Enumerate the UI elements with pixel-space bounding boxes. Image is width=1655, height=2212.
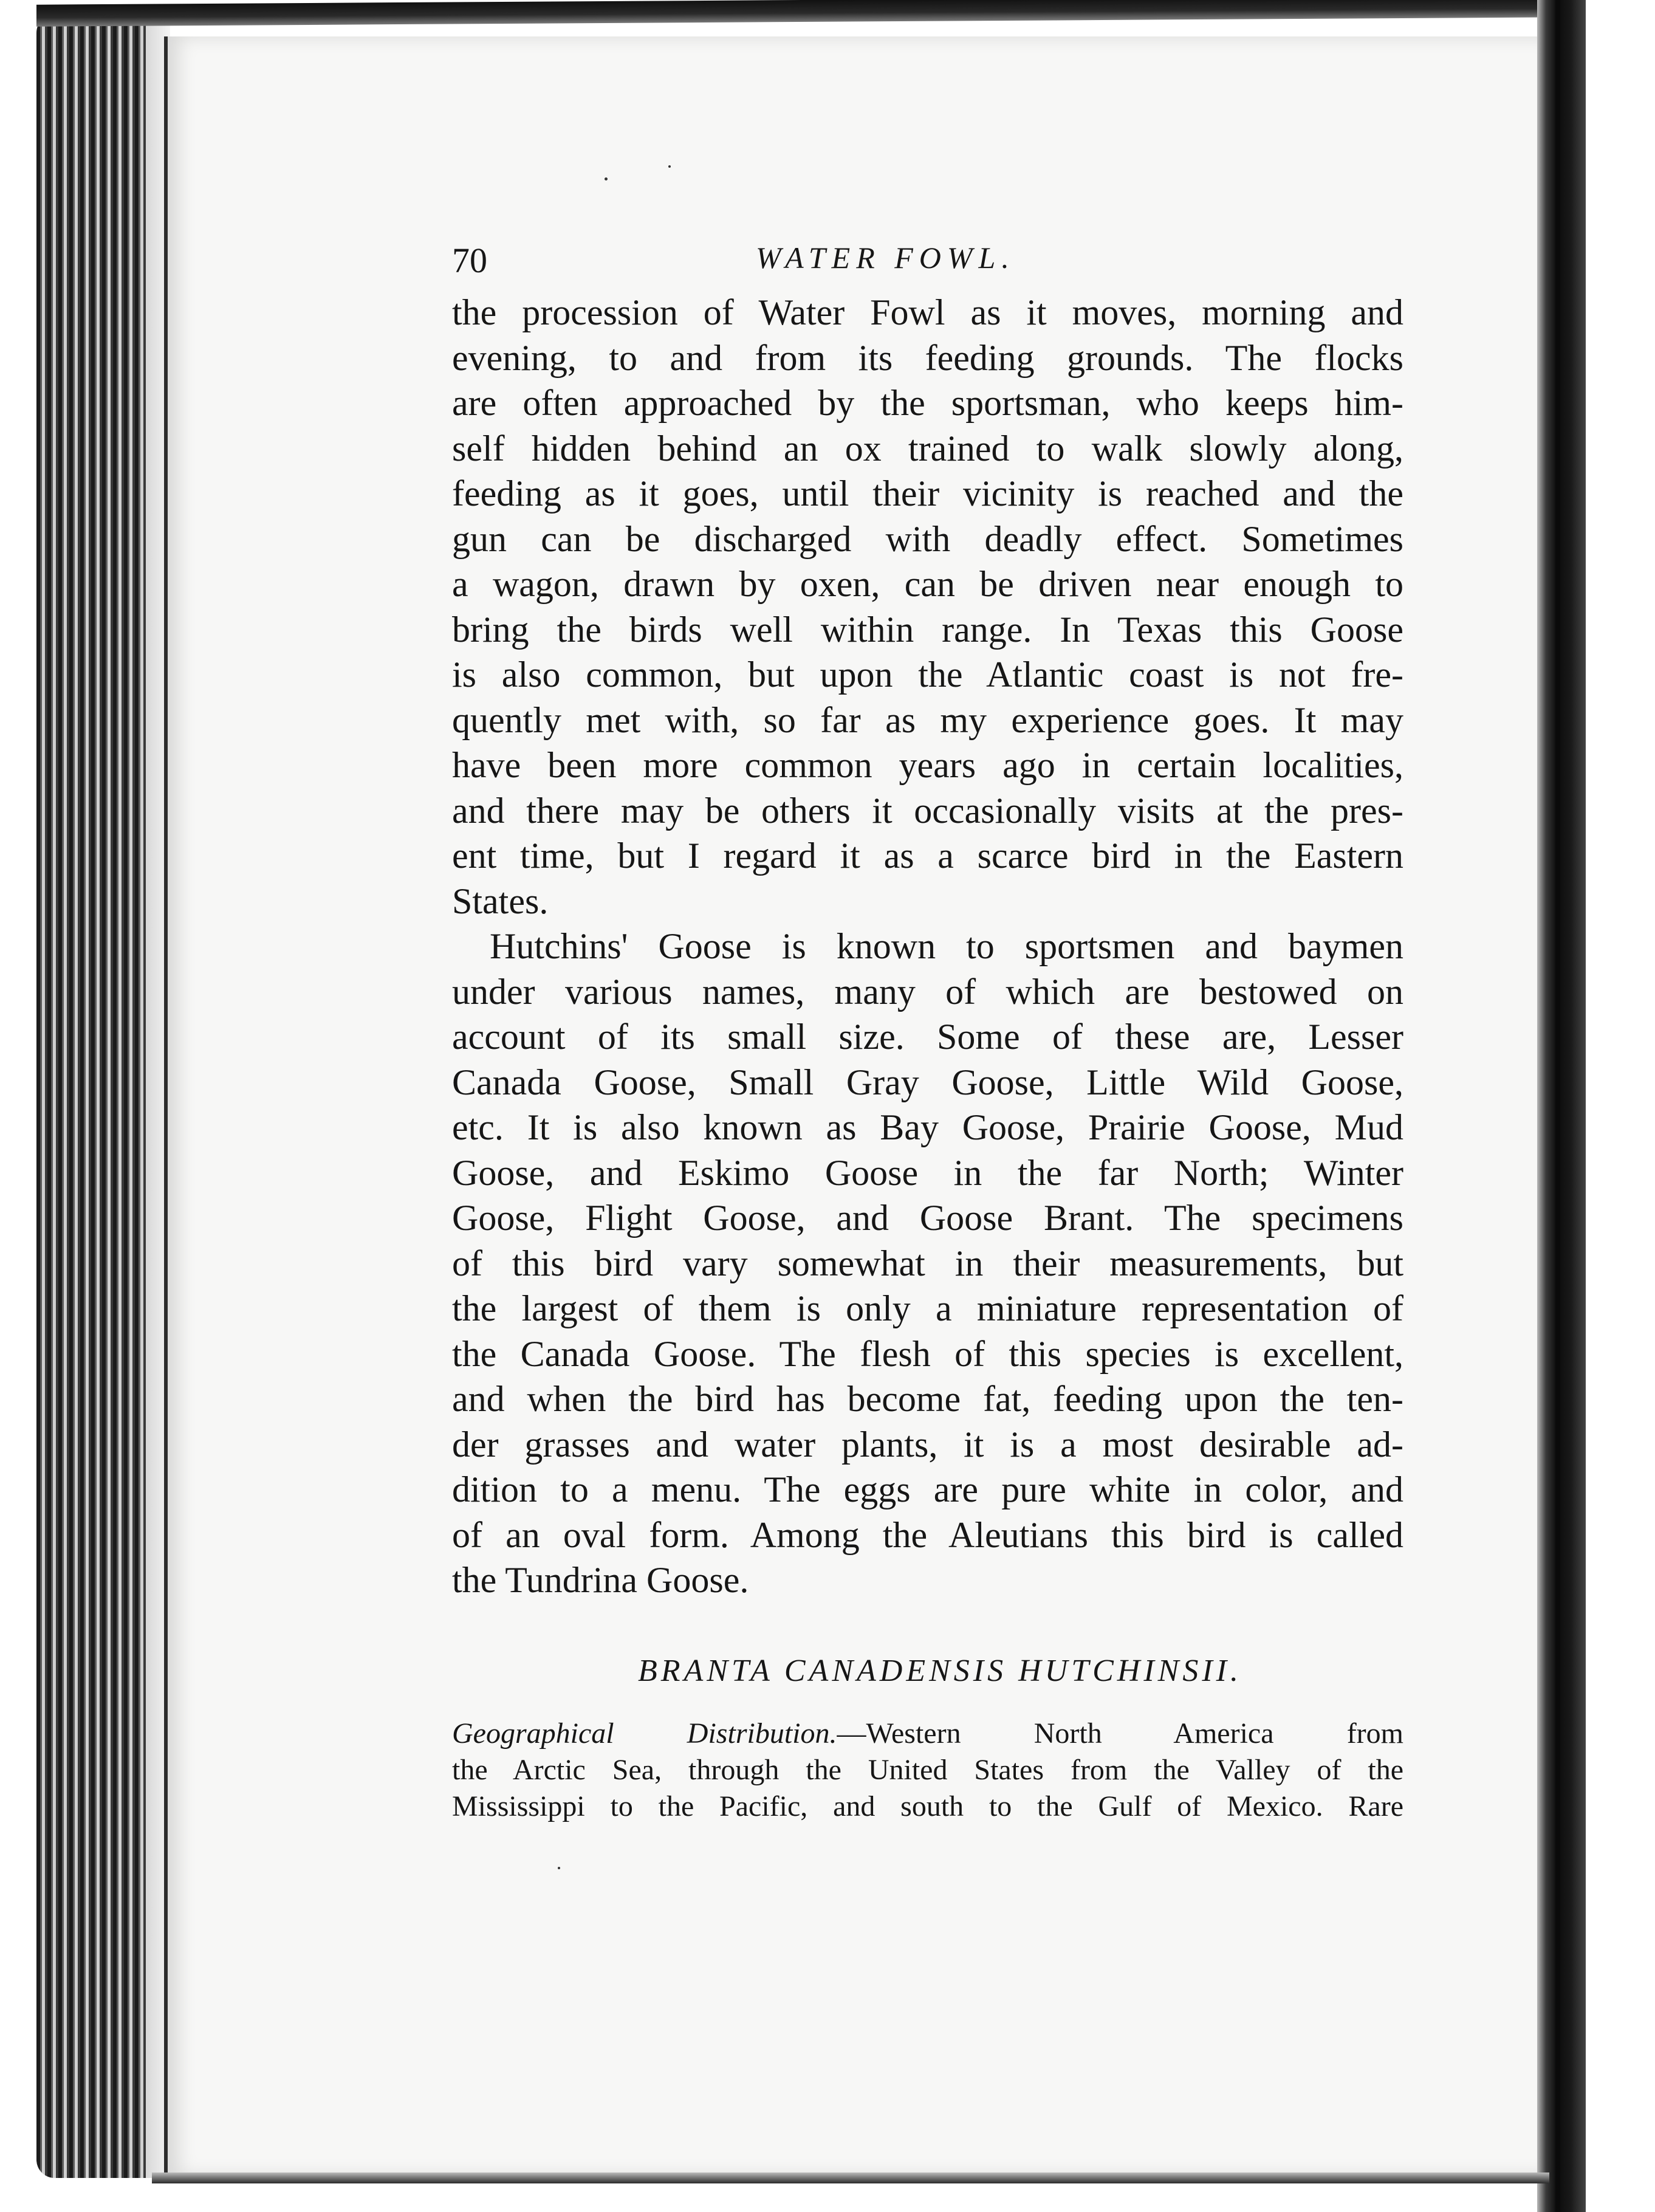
text-line: States.: [452, 881, 549, 921]
text-line: the Tundrina Goose.: [452, 1560, 749, 1600]
text-line: gun can be discharged with deadly effect. Sometimes: [452, 518, 1403, 559]
text-line: of this bird vary somewhat in their measurements, but: [452, 1243, 1403, 1283]
distribution-text: —Western North America from: [837, 1717, 1403, 1750]
text-line: evening, to and from its feeding grounds. The flocks: [452, 337, 1403, 378]
text-line: quently met with, so far as my experience goes. It may: [452, 699, 1403, 740]
paragraph-1: [452, 290, 1403, 924]
dust-speck: [605, 177, 608, 180]
text-line: der grasses and water plants, it is a most desirable ad-: [452, 1424, 1403, 1465]
text-line: bring the birds well within range. In Texas this Goose: [452, 609, 1403, 650]
page-number: 70: [452, 241, 487, 280]
text-line: [452, 1716, 1403, 1752]
text-line: Mississippi to the Pacific, and south to the Gulf of Mexico. Rare: [452, 1790, 1403, 1822]
bottom-book-edge: [152, 2172, 1549, 2183]
text-line: the largest of them is only a miniature representation of: [452, 1288, 1403, 1328]
text-line: and when the bird has become fat, feeding upon the ten-: [452, 1379, 1403, 1419]
text-line: of an oval form. Among the Aleutians this bird is called: [452, 1514, 1403, 1555]
text-line: self hidden behind an ox trained to walk slowly along,: [452, 428, 1403, 469]
text-line: and there may be others it occasionally visits at the pres-: [452, 790, 1403, 831]
text-line: Canada Goose, Small Gray Goose, Little Wild Goose,: [452, 1062, 1403, 1102]
distribution-label: Geographical Distribution.: [452, 1717, 837, 1750]
left-page-edges: [36, 15, 170, 2178]
right-edge-line: [1555, 0, 1560, 2212]
right-book-edge: [1537, 0, 1586, 2212]
paragraph-2: [452, 924, 1403, 1603]
section-title: BRANTA CANADENSIS HUTCHINSII.: [638, 1653, 1242, 1688]
text-line: the Arctic Sea, through the United States from the Valley of the: [452, 1753, 1403, 1786]
text-line: Goose, Flight Goose, and Goose Brant. The specimens: [452, 1198, 1403, 1238]
text-line: have been more common years ago in certain localities,: [452, 745, 1403, 785]
text-line: a wagon, drawn by oxen, can be driven near enough to: [452, 564, 1403, 604]
text-line: are often approached by the sportsman, who keeps him-: [452, 383, 1403, 423]
geographical-distribution: [452, 1716, 1403, 1825]
text-line: etc. It is also known as Bay Goose, Prairie Goose, Mud: [452, 1107, 1403, 1147]
dust-speck: [558, 1867, 560, 1869]
text-line: Goose, and Eskimo Goose in the far North; Winter: [452, 1152, 1403, 1193]
text-line: is also common, but upon the Atlantic coast is not fre-: [452, 654, 1403, 695]
page-header: [452, 240, 1403, 283]
text-line: feeding as it goes, until their vicinity is reached and the: [452, 473, 1403, 514]
text-line: account of its small size. Some of these are, Lesser: [452, 1017, 1403, 1057]
text-line: ent time, but I regard it as a scarce bird in the Eastern: [452, 836, 1403, 876]
running-head: WATER FOWL.: [756, 241, 1015, 275]
text-line: Hutchins' Goose is known to sportsmen and baymen: [490, 926, 1403, 966]
top-book-edge: [36, 0, 1568, 27]
dust-speck: [668, 165, 671, 168]
text-line: the procession of Water Fowl as it moves, morning and: [452, 292, 1403, 332]
text-line: dition to a menu. The eggs are pure white in color, and: [452, 1469, 1403, 1510]
text-block: [452, 240, 1403, 1825]
text-line: under various names, many of which are bestowed on: [452, 971, 1403, 1012]
text-line: the Canada Goose. The flesh of this species is excellent,: [452, 1333, 1403, 1374]
